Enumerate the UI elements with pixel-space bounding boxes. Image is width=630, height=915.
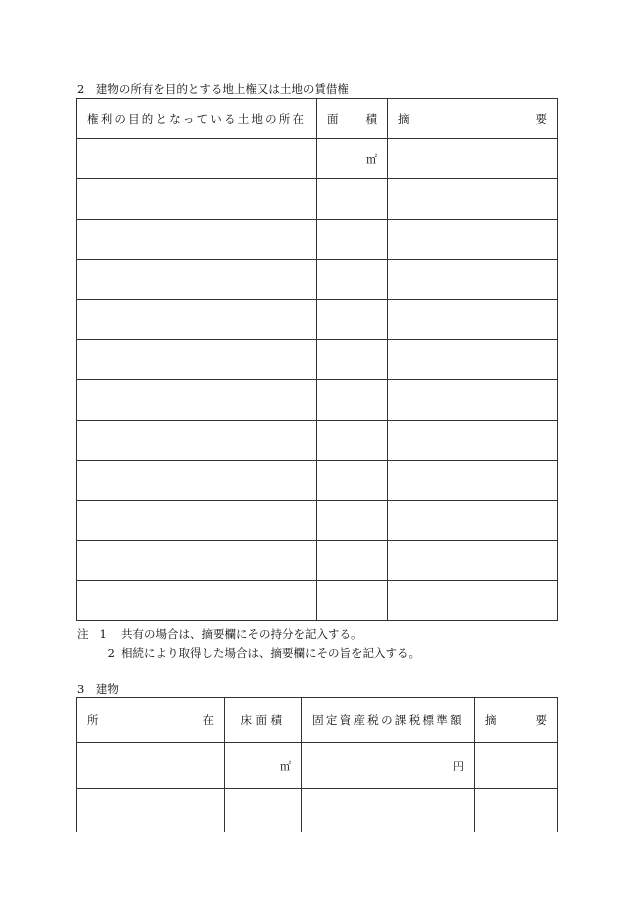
- table-row: [77, 139, 558, 179]
- remarks-cell[interactable]: [388, 179, 558, 219]
- remarks-cell[interactable]: [388, 420, 558, 460]
- remarks-cell[interactable]: [388, 541, 558, 581]
- table-row: [77, 420, 558, 460]
- buildings-table: [76, 697, 558, 835]
- location-cell[interactable]: [77, 340, 317, 380]
- remarks-cell[interactable]: [388, 219, 558, 259]
- table-row: [77, 340, 558, 380]
- remarks-cell[interactable]: [475, 789, 558, 835]
- location-cell[interactable]: [77, 581, 317, 621]
- header-remarks: 摘 要: [475, 698, 558, 743]
- remarks-cell[interactable]: [475, 743, 558, 789]
- table-row: [77, 219, 558, 259]
- table-row: [77, 299, 558, 339]
- area-cell[interactable]: [317, 380, 388, 420]
- header-location: 所 在: [77, 698, 225, 743]
- area-cell[interactable]: [317, 219, 388, 259]
- table-row: [77, 179, 558, 219]
- location-cell[interactable]: [77, 259, 317, 299]
- area-cell[interactable]: [317, 460, 388, 500]
- yen-unit: 円: [453, 759, 464, 773]
- note-1: 注 1 共有の場合は、摘要欄にその持分を記入する。: [77, 627, 363, 641]
- location-cell[interactable]: [77, 380, 317, 420]
- table-row: [77, 259, 558, 299]
- area-cell[interactable]: [317, 139, 388, 179]
- location-cell[interactable]: [77, 219, 317, 259]
- square-meter-unit: ㎡: [366, 152, 377, 166]
- location-cell[interactable]: [77, 420, 317, 460]
- area-cell[interactable]: [317, 581, 388, 621]
- section-2-title: 2 建物の所有を目的とする地上権又は土地の賃借権: [77, 82, 349, 96]
- table-row: [77, 789, 558, 835]
- table-row: [77, 581, 558, 621]
- floor-area-cell[interactable]: [225, 789, 302, 835]
- note-2: 2 相続により取得した場合は、摘要欄にその旨を記入する。: [107, 646, 420, 660]
- location-cell[interactable]: [77, 743, 225, 789]
- remarks-cell[interactable]: [388, 460, 558, 500]
- area-cell[interactable]: [317, 340, 388, 380]
- area-cell[interactable]: [317, 179, 388, 219]
- header-floor-area: 床面積: [225, 698, 302, 743]
- table-row: [77, 380, 558, 420]
- tax-value-cell[interactable]: [302, 789, 475, 835]
- square-meter-unit: ㎡: [280, 759, 291, 773]
- area-cell[interactable]: [317, 420, 388, 460]
- header-remarks: 摘 要: [388, 99, 558, 139]
- land-rights-table: [76, 98, 558, 621]
- area-cell[interactable]: [317, 500, 388, 540]
- area-cell[interactable]: [317, 541, 388, 581]
- area-cell[interactable]: [317, 259, 388, 299]
- header-tax-value: 固定資産税の課税標準額: [302, 698, 475, 743]
- section-3-title: 3 建物: [77, 682, 119, 696]
- table-header-row: [77, 99, 558, 139]
- location-cell[interactable]: [77, 299, 317, 339]
- area-cell[interactable]: [317, 299, 388, 339]
- header-land-location: 権利の目的となっている土地の所在: [77, 99, 317, 139]
- location-cell[interactable]: [77, 541, 317, 581]
- table-row: [77, 743, 558, 789]
- location-cell[interactable]: [77, 179, 317, 219]
- location-cell[interactable]: [77, 139, 317, 179]
- location-cell[interactable]: [77, 789, 225, 835]
- header-area: 面 積: [317, 99, 388, 139]
- remarks-cell[interactable]: [388, 259, 558, 299]
- table-row: [77, 500, 558, 540]
- remarks-cell[interactable]: [388, 500, 558, 540]
- remarks-cell[interactable]: [388, 299, 558, 339]
- table-row: [77, 541, 558, 581]
- remarks-cell[interactable]: [388, 380, 558, 420]
- table-row: [77, 460, 558, 500]
- floor-area-cell[interactable]: [225, 743, 302, 789]
- tax-value-cell[interactable]: [302, 743, 475, 789]
- page-cutoff: [0, 832, 630, 915]
- location-cell[interactable]: [77, 460, 317, 500]
- remarks-cell[interactable]: [388, 139, 558, 179]
- remarks-cell[interactable]: [388, 581, 558, 621]
- remarks-cell[interactable]: [388, 340, 558, 380]
- location-cell[interactable]: [77, 500, 317, 540]
- table-header-row: [77, 698, 558, 743]
